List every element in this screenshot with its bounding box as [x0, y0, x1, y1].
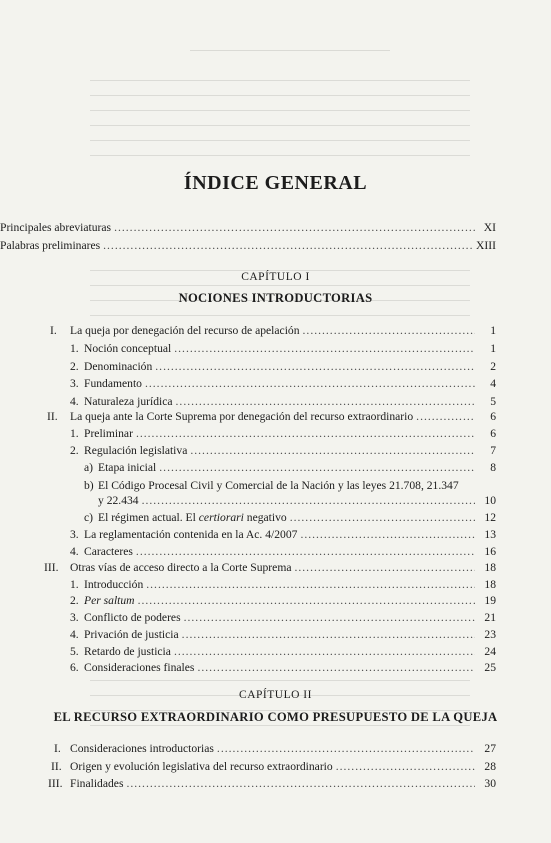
entry-label: Palabras preliminares: [0, 239, 101, 252]
toc-entry: 4. Caracteres ..... 16: [70, 544, 496, 559]
toc-entry: c) El régimen actual. El certiorari negativo ..... 12: [84, 510, 496, 525]
chapter-title: NOCIONES INTRODUCTORIAS: [178, 291, 373, 305]
toc-entry: I. Consideraciones introductorias ..... 27: [54, 741, 496, 756]
entry-label-italic: Per saltum: [84, 594, 135, 607]
toc-entry: 4. Naturaleza jurídica ..... 5: [70, 394, 496, 409]
dot-leader: [159, 460, 475, 475]
chapter-heading: CAPÍTULO II: [239, 689, 312, 701]
dot-leader: [138, 593, 475, 608]
toc-entry: II. Origen y evolución legislativa del recurso extraordinario ..... 28: [51, 759, 496, 774]
entry-page: XI: [483, 221, 496, 234]
dot-leader: [336, 759, 475, 774]
dot-leader: [174, 341, 475, 356]
toc-entry: 4. Privación de justicia ..... 23: [70, 627, 496, 642]
toc-entry: 2. Denominación ..... 2: [70, 359, 496, 374]
toc-entry: II. La queja ante la Corte Suprema por denegación del recurso extraordinario ..... 6: [47, 409, 496, 424]
dot-leader: [126, 776, 475, 791]
toc-entry: 2. Per saltum ..... 19: [70, 593, 496, 608]
toc-entry: 3. Conflicto de poderes ..... 21: [70, 610, 496, 625]
dot-leader: [136, 426, 475, 441]
toc-entry: 1. Introducción ..... 18: [70, 577, 496, 592]
dot-leader: [294, 560, 475, 575]
entry-label: Conflicto de poderes: [84, 611, 181, 624]
entry-label: Consideraciones introductorias: [70, 742, 214, 755]
bleed-through-mark: [190, 40, 390, 51]
dot-leader: [303, 323, 475, 338]
bleed-through-mark: [90, 80, 470, 170]
entry-label: Preliminar: [84, 427, 133, 440]
entry-label: Origen y evolución legislativa del recurso extraordinario: [70, 760, 333, 773]
toc-entry: 5. Retardo de justicia ..... 24: [70, 644, 496, 659]
toc-entry: [0, 238, 496, 253]
toc-entry: I. La queja por denegación del recurso de apelación ..... 1: [50, 323, 496, 338]
entry-label: El régimen actual. El: [98, 511, 196, 524]
entry-label: Noción conceptual: [84, 342, 172, 355]
entry-label: Etapa inicial: [98, 461, 157, 474]
entry-label: Otras vías de acceso directo a la Corte Suprema: [70, 561, 292, 574]
entry-label: Regulación legislativa: [84, 444, 188, 457]
entry-label: Finalidades: [70, 777, 124, 790]
dot-leader: [103, 238, 473, 253]
dot-leader: [114, 220, 475, 235]
toc-entry: 3. Fundamento ..... 4: [70, 376, 496, 391]
dot-leader: [416, 409, 475, 424]
dot-leader: [155, 359, 475, 374]
toc-entry-line1: b) El Código Procesal Civil y Comercial de la Nación y las leyes 21.708, 21.347: [84, 479, 459, 492]
toc-entry: y 22.434 ..... 10: [98, 493, 496, 508]
dot-leader: [290, 510, 475, 525]
entry-label: La queja por denegación del recurso de apelación: [70, 324, 300, 337]
entry-label: Caracteres: [84, 545, 133, 558]
entry-label: La queja ante la Corte Suprema por denegación del recurso extraordinario: [70, 410, 414, 423]
dot-leader: [182, 627, 475, 642]
toc-entry: [0, 220, 496, 235]
toc-entry: 2. Regulación legislativa ..... 7: [70, 443, 496, 458]
dot-leader: [174, 644, 475, 659]
entry-label: Introducción: [84, 578, 144, 591]
toc-entry: a) Etapa inicial ..... 8: [84, 460, 496, 475]
dot-leader: [190, 443, 475, 458]
dot-leader: [300, 527, 475, 542]
dot-leader: [184, 610, 475, 625]
entry-label-after: negativo: [246, 511, 287, 524]
page-title: ÍNDICE GENERAL: [183, 172, 368, 194]
entry-label-italic: certiorari: [198, 511, 244, 524]
entry-label: Fundamento: [84, 377, 142, 390]
toc-entry: III. Otras vías de acceso directo a la Corte Suprema ..... 18: [44, 560, 496, 575]
dot-leader: [197, 660, 475, 675]
entry-label: Principales abreviaturas: [0, 221, 112, 234]
entry-label: El Código Procesal Civil y Comercial de la Nación y las leyes 21.708, 21.347: [98, 479, 459, 492]
chapter-heading: CAPÍTULO I: [241, 271, 310, 283]
chapter-title: EL RECURSO EXTRAORDINARIO COMO PRESUPUESTO DE LA QUEJA: [53, 710, 498, 724]
dot-leader: [176, 394, 475, 409]
entry-label: Retardo de justicia: [84, 645, 171, 658]
dot-leader: [136, 544, 475, 559]
entry-page: XIII: [476, 239, 496, 252]
entry-label: Denominación: [84, 360, 153, 373]
entry-label: Privación de justicia: [84, 628, 179, 641]
dot-leader: [145, 376, 475, 391]
entry-label: La reglamentación contenida en la Ac. 4/2007: [84, 528, 298, 541]
toc-entry: 6. Consideraciones finales ..... 25: [70, 660, 496, 675]
entry-label-continuation: y 22.434: [98, 494, 139, 507]
entry-label: Naturaleza jurídica: [84, 395, 173, 408]
toc-entry: 3. La reglamentación contenida en la Ac. 4/2007 ..... 13: [70, 527, 496, 542]
dot-leader: [146, 577, 475, 592]
toc-entry: 1. Noción conceptual ..... 1: [70, 341, 496, 356]
toc-entry: 1. Preliminar ..... 6: [70, 426, 496, 441]
dot-leader: [142, 493, 475, 508]
entry-label: Consideraciones finales: [84, 661, 195, 674]
toc-entry: III. Finalidades ..... 30: [48, 776, 496, 791]
dot-leader: [217, 741, 475, 756]
